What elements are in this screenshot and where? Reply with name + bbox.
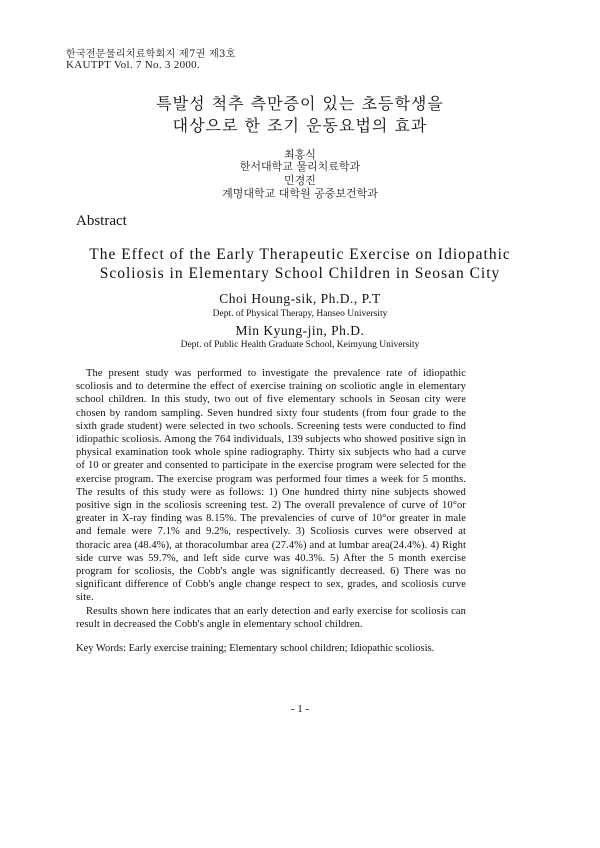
korean-title-line1: 특발성 척추 측만증이 있는 초등학생을 — [156, 94, 444, 113]
abstract-paragraph-1: The present study was performed to investigate the prevalence rate of idiopathic scoliosis and to determine the effect of exercise training on scoliotic angle in elementary school children. In this study, two out of five elementary schools in Seosan city were chosen by random sampling. Seven hundred sixty four students (from four grade to the sixth grade student) were selected in two schools. Screening tests were conducted to find idiopathic scoliosis. Among the 764 individuals, 139 subjects who showed positive sign in physical examination took whole spine radiography. Thirty six subjects who had a curve of 10 or greater and consented to participate in the exercise program were selected for the exercise program. The exercise program was performed four times a week for 5 months. The results of this study were as follows: 1) One hundred thirty nine subjects showed positive sign in the scoliosis screening test. 2) The overall prevalence of curve of 10°or greater in X-ray finding was 8.15%. The prevalencies of curve of 10°or greater in male and female were 7.1% and 9.2%, respectively. 3) Scoliosis curves were observed at thoracic area (48.4%), at thoracolumbar area (27.4%) and at lumbar area(24.4%). 4) Right side curve was 59.7%, and left side curve was 40.3%. 5) After the 5 month exercise program for scoliosis, the Cobb's angle was significantly decreased. 6) There was no significant difference of Cobb's angle change respect to sex, grades, and scoliosis curve site. — [76, 368, 466, 604]
english-title-line2: Scoliosis in Elementary School Children in Seosan City — [99, 265, 501, 282]
korean-affiliation-1: 한서대학교 물리치료학과 — [239, 160, 361, 173]
english-author-1: Choi Houng-sik, Ph.D., P.T — [219, 291, 381, 306]
abstract-paragraph-2: Results shown here indicates that an early detection and early exercise for scoliosis can result in decreased the Cobb's angle in elementary school children. — [76, 605, 466, 630]
english-dept-2: Dept. of Public Health Graduate School, Keimyung University — [180, 340, 420, 350]
abstract-heading: Abstract — [76, 213, 127, 229]
korean-author-1: 최홍식 — [284, 148, 316, 161]
korean-author-2: 민경진 — [284, 174, 316, 187]
journal-volume-info: KAUTPT Vol. 7 No. 3 2000. — [66, 59, 201, 71]
english-author-2: Min Kyung-jin, Ph.D. — [235, 323, 365, 338]
abstract-body — [76, 367, 466, 631]
korean-affiliation-2: 계명대학교 대학원 공중보건학과 — [222, 187, 378, 200]
page-number: - 1 - — [290, 703, 310, 715]
english-title-line1: The Effect of the Early Therapeutic Exercise on Idiopathic — [89, 246, 511, 263]
keywords: Key Words: Early exercise training; Elementary school children; Idiopathic scoliosis. — [76, 643, 435, 654]
english-dept-1: Dept. of Physical Therapy, Hanseo University — [212, 309, 388, 319]
korean-title-line2: 대상으로 한 조기 운동요법의 효과 — [172, 116, 428, 135]
journal-name-korean: 한국전문물리치료학회지 제7권 제3호 — [66, 49, 236, 60]
